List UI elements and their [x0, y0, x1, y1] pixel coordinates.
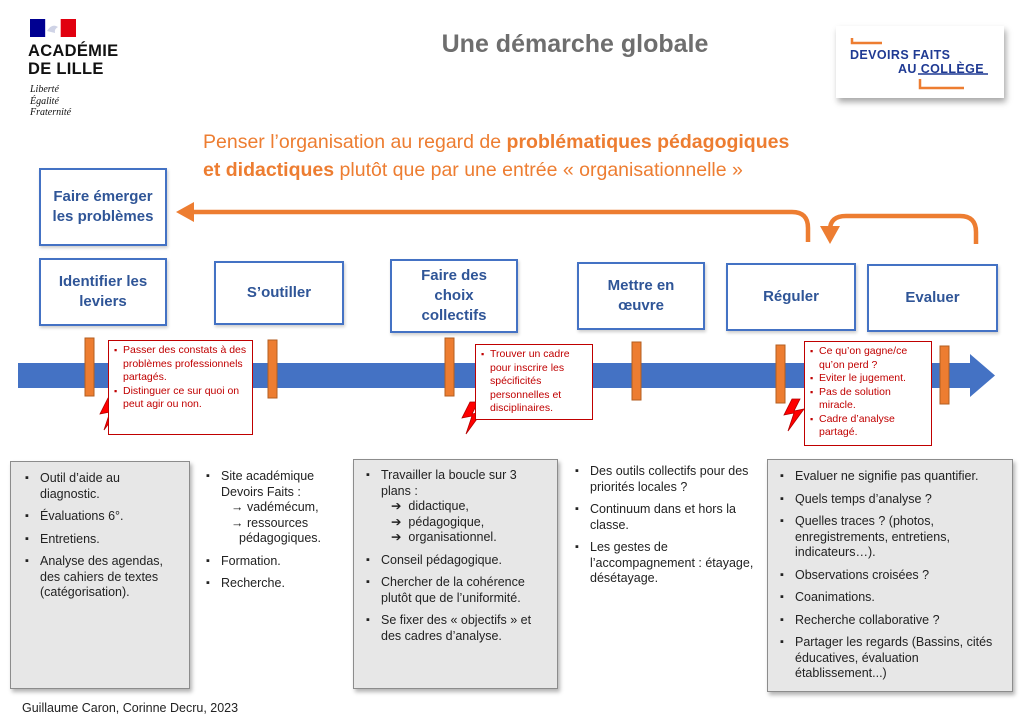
- column-reguler-evaluer: [767, 459, 1013, 692]
- timeline-marker: [776, 345, 785, 403]
- feedback-arrow-short: [830, 216, 976, 244]
- list-item: ▪ Analyse des agendas, des cahiers de textes (catégorisation).: [25, 554, 181, 601]
- note-reguler: ▪ Ce qu’on gagne/ce qu’on perd ? ▪ Eviter le jugement. ▪ Pas de solution miracle. ▪ Cadre d’analyse partagé.: [804, 341, 932, 446]
- column-mettre-en-oeuvre: [575, 464, 757, 594]
- list-item: ▪ Site académique Devoirs Faits : → vadémécum, → ressources pédagogiques.: [206, 469, 346, 547]
- step-identifier-leviers: Identifier les leviers: [39, 258, 167, 326]
- step-evaluer: Evaluer: [867, 264, 998, 332]
- column-choix-collectifs: [353, 459, 558, 689]
- republic-motto: Liberté Égalité Fraternité: [30, 84, 72, 118]
- feedback-arrow-long: [192, 212, 808, 242]
- step-faire-emerger: Faire émerger les problèmes: [39, 168, 167, 246]
- column-outiller: [206, 469, 346, 599]
- step-reguler: Réguler: [726, 263, 856, 331]
- timeline-marker: [632, 342, 641, 400]
- timeline-marker: [85, 338, 94, 396]
- step-s-outiller: S’outiller: [214, 261, 344, 325]
- list-item: ▪ Se fixer des « objectifs » et des cadres d’analyse.: [366, 613, 549, 644]
- list-item: ▪ Coanimations.: [780, 590, 1004, 606]
- feedback-arrow-short-head: [820, 226, 840, 244]
- academy-name: ACADÉMIE DE LILLE: [28, 42, 119, 78]
- note-cadre: ▪ Trouver un cadre pour inscrire les spécificités personnelles et disciplinaires.: [475, 344, 593, 420]
- list-item: ▪ Chercher de la cohérence plutôt que de l’uniformité.: [366, 575, 549, 606]
- step-mettre-en-oeuvre: Mettre en œuvre: [577, 262, 705, 330]
- note-constats: ▪ Passer des constats à des problèmes professionnels partagés. ▪ Distinguer ce sur quoi on peut agir ou non.: [108, 340, 253, 435]
- timeline-marker: [268, 340, 277, 398]
- list-item: ▪ Partager les regards (Bassins, cités éducatives, évaluation établissement...): [780, 635, 1004, 682]
- subtitle: Penser l’organisation au regard de problématiques pédagogiques et didactiques plutôt que par une entrée « organisationnelle »: [203, 131, 790, 181]
- list-item: ▪ Recherche collaborative ?: [780, 613, 1004, 629]
- logo-line2: AU COLLÈGE: [898, 62, 984, 76]
- page-title: Une démarche globale: [441, 30, 709, 58]
- lightning-icon: [784, 399, 804, 431]
- feedback-arrow-long-head: [176, 202, 194, 222]
- credits: Guillaume Caron, Corinne Decru, 2023: [22, 701, 239, 715]
- list-item: ▪ Entretiens.: [25, 532, 181, 548]
- timeline-marker: [940, 346, 949, 404]
- list-item: ▪ Conseil pédagogique.: [366, 553, 549, 569]
- list-item: ▪ Travailler la boucle sur 3 plans : ➔ didactique, ➔ pédagogique, ➔ organisationnel.: [366, 468, 549, 546]
- list-item: ▪ Continuum dans et hors la classe.: [575, 502, 757, 533]
- list-item: ▪ Outil d’aide au diagnostic.: [25, 471, 181, 502]
- step-faire-choix-collectifs: Faire des choix collectifs: [390, 259, 518, 333]
- list-item: ▪ Les gestes de l’accompagnement : étayage, désétayage.: [575, 540, 757, 587]
- list-item: ▪ Évaluations 6°.: [25, 509, 181, 525]
- list-item: ▪ Evaluer ne signifie pas quantifier.: [780, 469, 1004, 485]
- list-item: ▪ Formation.: [206, 554, 346, 570]
- list-item: ▪ Quelles traces ? (photos, enregistrements, entretiens, indicateurs…).: [780, 514, 1004, 561]
- logo-line1: DEVOIRS FAITS: [850, 48, 951, 62]
- list-item: ▪ Observations croisées ?: [780, 568, 1004, 584]
- column-identifier: [10, 461, 190, 689]
- list-item: ▪ Recherche.: [206, 576, 346, 592]
- list-item: ▪ Des outils collectifs pour des priorités locales ?: [575, 464, 757, 495]
- timeline-marker: [445, 338, 454, 396]
- timeline-arrowhead: [970, 354, 995, 397]
- list-item: ▪ Quels temps d’analyse ?: [780, 492, 1004, 508]
